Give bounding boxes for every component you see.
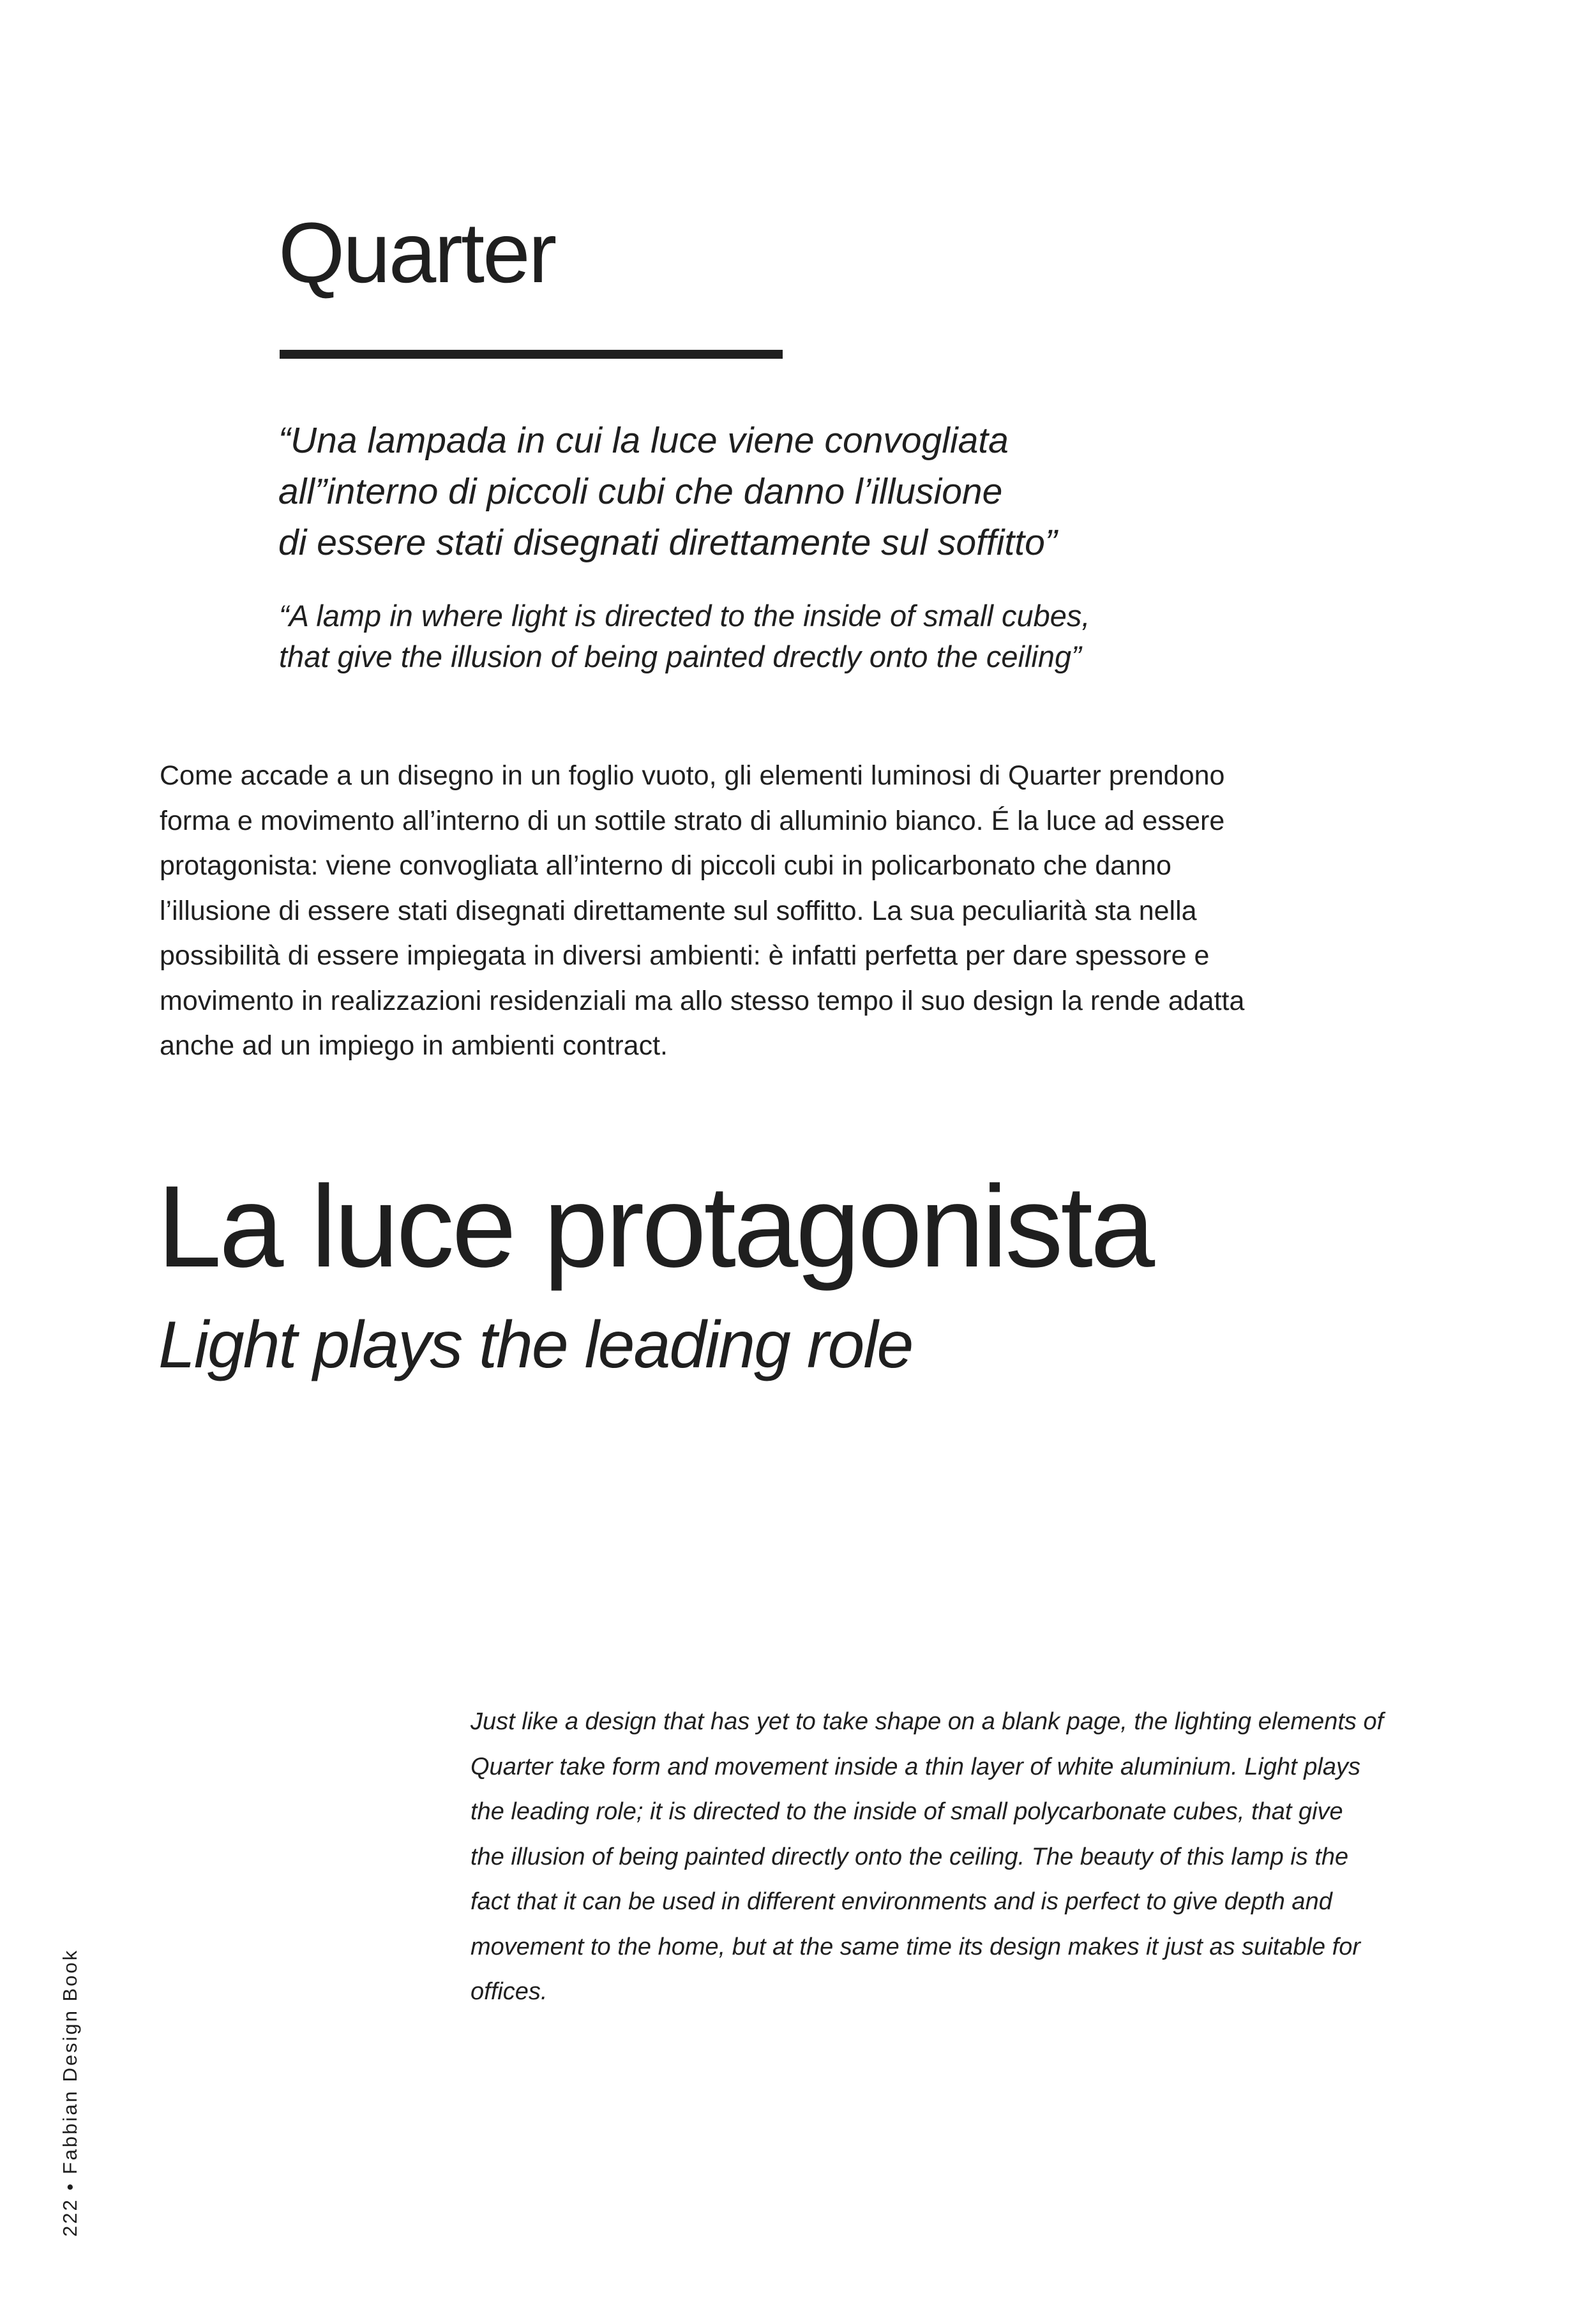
description-english: Just like a design that has yet to take shape on a blank page, the lighting elements of Quarter take form and movement inside a thin layer of white aluminium. Light plays the leading role; it is directed to the inside of small polycarbonate cubes, that give the illusion of being painted directly onto the ceiling. The beauty of this lamp is the fact that it can be used in different environments and is perfect to give depth and movement to the home, but at the same time its design makes it just as suitable for offices.	[471, 1708, 1384, 2005]
description-italian: Come accade a un disegno in un foglio vuoto, gli elementi luminosi di Quarter prendono forma e movimento all’interno di un sottile strato di alluminio bianco. É la luce ad essere protagonista: viene convogliata all’interno di piccoli cubi in policarbonato che danno l’illusione di essere stati disegnati direttamente sul soffitto. La sua peculiarità sta nella possibilità di essere impiegata in diversi ambienti: è infatti perfetta per dare spessore e movimento in realizzazioni residenziali ma allo stesso tempo il suo design la rende adatta anche ad un impiego in ambienti contract.	[160, 760, 1245, 1061]
title-underline-rule	[280, 350, 783, 359]
quote-english: “A lamp in where light is directed to the inside of small cubes, that give the illusion of being painted drectly onto the ceiling”	[279, 599, 1090, 673]
folio-separator: •	[59, 2181, 81, 2191]
section-subheading: Light plays the leading role	[158, 1308, 913, 1382]
product-title: Quarter	[278, 206, 555, 301]
page-folio	[57, 1949, 83, 2237]
quote-italian: “Una lampada in cui la luce viene convogliata all”interno di piccoli cubi che danno l’illusione di essere stati disegnati direttamente sul soffitto”	[278, 420, 1057, 563]
publication-name: Fabbian Design Book	[59, 1948, 81, 2175]
section-heading: La luce protagonista	[157, 1161, 1153, 1291]
page-number: 222	[59, 2198, 81, 2237]
